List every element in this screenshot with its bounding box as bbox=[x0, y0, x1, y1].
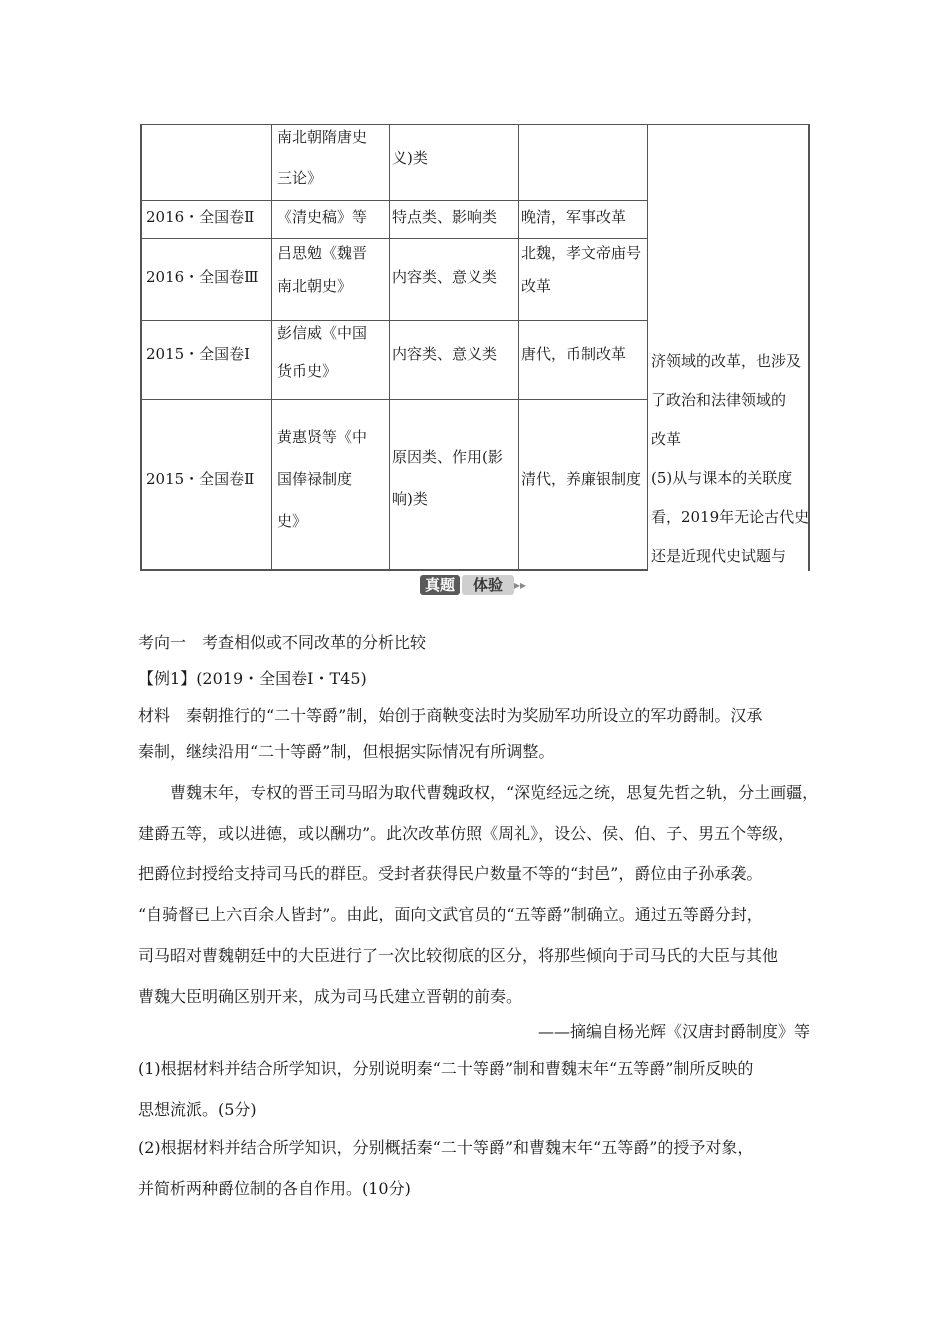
table-cell-source bbox=[277, 320, 367, 385]
cell-line: 义)类 bbox=[392, 149, 428, 167]
table-cell-content bbox=[521, 341, 626, 368]
cell-line: 2016・全国卷Ⅱ bbox=[146, 208, 255, 226]
table-cell-content bbox=[521, 204, 626, 231]
cell-line: 清代，养廉银制度 bbox=[521, 470, 642, 488]
material-line: 把爵位封授给支持司马氏的群臣。受封者获得民户数量不等的“封邑”，爵位由子孙承袭。 bbox=[138, 864, 763, 883]
table-cell-source bbox=[277, 124, 387, 192]
material-citation: ——摘编自杨光辉《汉唐封爵制度》等 bbox=[537, 1022, 810, 1041]
table-col-divider bbox=[389, 124, 390, 571]
cell-line: 内容类、意义类 bbox=[392, 268, 498, 286]
cell-line: 改革 bbox=[521, 277, 552, 295]
table-cell-year bbox=[146, 466, 254, 493]
section-title: 考向一 考查相似或不同改革的分析比较 bbox=[138, 633, 427, 652]
cell-line: 三论》 bbox=[277, 169, 323, 187]
table-col-divider bbox=[271, 124, 272, 571]
example-source: (2019・全国卷Ⅰ・T45) bbox=[196, 669, 367, 688]
material-line: 建爵五等，或以进德，或以酬功”。此次改革仿照《周礼》，设公、侯、伯、子、男五个等级， bbox=[138, 824, 795, 843]
badge-part1: 真题 bbox=[420, 575, 460, 595]
cell-line: 原因类、作用(影 bbox=[392, 448, 503, 466]
cell-line: 南北朝隋唐史 bbox=[277, 128, 368, 146]
table-col-divider bbox=[647, 124, 648, 571]
cell-line: 特点类、影响类 bbox=[392, 208, 498, 226]
table-cell-source bbox=[277, 204, 367, 231]
table-row-divider bbox=[140, 238, 648, 239]
material-line: 曹魏末年，专权的晋王司马昭为取代曹魏政权，“深览经远之统，思复先哲之轨，分土画疆， bbox=[170, 783, 819, 802]
cell-line: 内容类、意义类 bbox=[392, 345, 498, 363]
table-cell-source bbox=[277, 424, 367, 535]
cell-line: 晚清，军事改革 bbox=[521, 208, 627, 226]
table-col-divider bbox=[518, 124, 519, 571]
table-cell-source bbox=[277, 240, 367, 300]
cell-line: 史》 bbox=[277, 512, 308, 530]
badge-part2: 体验 bbox=[462, 575, 514, 595]
cell-line: (5)从与课本的关联度 bbox=[651, 469, 793, 487]
cell-line: 还是近现代史试题与 bbox=[651, 547, 787, 565]
section-badge bbox=[418, 573, 530, 599]
table-row-divider bbox=[140, 320, 648, 321]
material-line: 秦制，继续沿用“二十等爵”制，但根据实际情况有所调整。 bbox=[138, 742, 555, 761]
double-arrow-icon: ▸▸ bbox=[514, 578, 527, 592]
table-row-divider bbox=[140, 399, 648, 400]
table-cell-type bbox=[392, 444, 503, 513]
question-1-line: (1)根据材料并结合所学知识，分别说明秦“二十等爵”制和曹魏末年“五等爵”制所反映的 bbox=[138, 1059, 754, 1078]
table-row-divider bbox=[140, 200, 648, 201]
cell-line: 唐代，币制改革 bbox=[521, 345, 627, 363]
cell-line: 南北朝史》 bbox=[277, 277, 353, 295]
cell-line: 2015・全国卷Ⅱ bbox=[146, 470, 255, 488]
table-cell-year bbox=[146, 341, 250, 368]
cell-line: 货币史》 bbox=[277, 362, 338, 380]
material-line: 司马昭对曹魏朝廷中的大臣进行了一次比较彻底的区分，将那些倾向于司马氏的大臣与其他 bbox=[138, 946, 779, 965]
question-2-line: (2)根据材料并结合所学知识，分别概括秦“二十等爵”和曹魏末年“五等爵”的授予对象， bbox=[138, 1138, 754, 1157]
cell-line: 黄惠贤等《中 bbox=[277, 428, 368, 446]
table-cell-analysis bbox=[651, 342, 809, 576]
example-label: 【例1】 bbox=[138, 669, 197, 688]
table-border-left bbox=[140, 124, 142, 571]
table-border-top bbox=[140, 124, 810, 125]
cell-line: 国俸禄制度 bbox=[277, 470, 353, 488]
exam-table bbox=[140, 124, 811, 571]
question-1-line: 思想流派。(5分) bbox=[138, 1100, 257, 1119]
cell-line: 北魏，孝文帝庙号 bbox=[521, 244, 642, 262]
table-cell-year bbox=[146, 264, 259, 291]
material-line: “自骑督已上六百余人皆封”。由此，面向文武官员的“五等爵”制确立。通过五等爵分封， bbox=[138, 905, 763, 924]
table-cell-content bbox=[521, 466, 641, 493]
cell-line: 改革 bbox=[651, 430, 682, 448]
example-heading bbox=[138, 667, 367, 691]
cell-line: 彭信威《中国 bbox=[277, 324, 368, 342]
cell-line: 了政治和法律领域的 bbox=[651, 391, 787, 409]
table-cell-year bbox=[146, 204, 254, 231]
cell-line: 看，2019年无论古代史 bbox=[651, 508, 810, 526]
cell-line: 《清史稿》等 bbox=[277, 208, 368, 226]
cell-line: 济领域的改革，也涉及 bbox=[651, 352, 802, 370]
cell-line: 2016・全国卷Ⅲ bbox=[146, 268, 259, 286]
table-cell-content bbox=[521, 240, 641, 300]
material-line: 曹魏大臣明确区别开来，成为司马氏建立晋朝的前奏。 bbox=[138, 987, 523, 1006]
table-cell-type bbox=[392, 145, 516, 172]
table-cell-type bbox=[392, 264, 497, 291]
question-2-line: 并简析两种爵位制的各自作用。(10分) bbox=[138, 1179, 411, 1198]
cell-line: 响)类 bbox=[392, 490, 428, 508]
material-line: 材料 秦朝推行的“二十等爵”制，始创于商鞅变法时为奖励军功所设立的军功爵制。汉承 bbox=[138, 706, 763, 725]
cell-line: 2015・全国卷Ⅰ bbox=[146, 345, 251, 363]
table-cell-type bbox=[392, 341, 497, 368]
table-border-bottom bbox=[140, 569, 648, 571]
table-cell-type bbox=[392, 204, 497, 231]
cell-line: 吕思勉《魏晋 bbox=[277, 244, 368, 262]
